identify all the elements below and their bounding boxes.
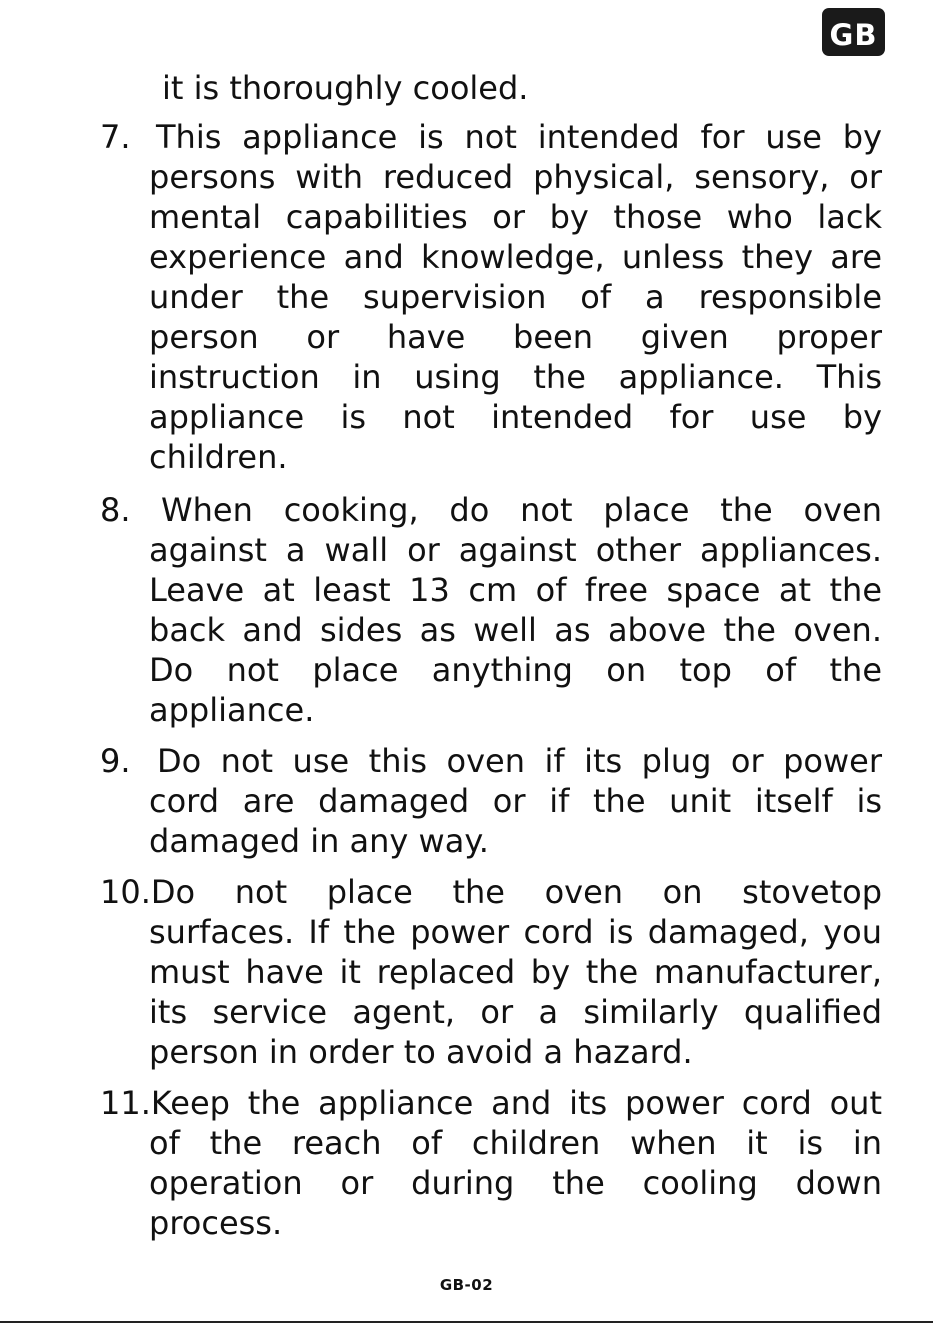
item-line: of the reach of children when it is in (149, 1124, 882, 1162)
item-text: This appliance is not intended for use by (156, 118, 882, 156)
item-line: Do not place anything on top of the (149, 651, 882, 689)
item-line: persons with reduced physical, sensory, or (149, 158, 882, 196)
item-line: person in order to avoid a hazard. (149, 1033, 693, 1071)
item-first-line (100, 872, 882, 912)
item-line: mental capabilities or by those who lack (149, 198, 882, 236)
item-text: When cooking, do not place the oven (161, 491, 882, 529)
item-line: appliance is not intended for use by (149, 398, 882, 436)
item-line: Leave at least 13 cm of free space at the (149, 571, 882, 609)
item-line: damaged in any way. (149, 822, 489, 860)
item-text: Do not use this oven if its plug or power (157, 742, 882, 780)
item-first-line (100, 1083, 882, 1123)
instruction-item-10 (100, 872, 882, 1072)
item-line: against a wall or against other appliances. (149, 531, 882, 569)
item-number: 9. (100, 742, 131, 780)
item-line: must have it replaced by the manufacturer, (149, 953, 882, 991)
item-line: experience and knowledge, unless they are (149, 238, 882, 276)
item-first-line (100, 741, 882, 781)
item-line: appliance. (149, 691, 315, 729)
item-text: Do not place the oven on stovetop (150, 873, 882, 911)
item-number: 10. (100, 873, 151, 911)
item-line: person or have been given proper (149, 318, 882, 356)
item-first-line (100, 490, 882, 530)
continuation-text: it is thoroughly cooled. (162, 69, 529, 107)
instruction-item-9 (100, 741, 882, 861)
item-line: instruction in using the appliance. This (149, 358, 882, 396)
item-line: its service agent, or a similarly qualified (149, 993, 882, 1031)
instruction-item-7 (100, 117, 882, 477)
page-number: GB-02 (439, 1276, 494, 1294)
item-first-line (100, 117, 882, 157)
item-line: operation or during the cooling down (149, 1164, 882, 1202)
item-number: 8. (100, 491, 131, 529)
item-line: cord are damaged or if the unit itself is (149, 782, 882, 820)
item-line: process. (149, 1204, 283, 1242)
item-line: children. (149, 438, 288, 476)
item-number: 7. (100, 118, 131, 156)
item-line: under the supervision of a responsible (149, 278, 882, 316)
language-badge: GB (822, 8, 885, 56)
item-line: surfaces. If the power cord is damaged, you (149, 913, 882, 951)
instruction-item-8 (100, 490, 882, 730)
instruction-item-11 (100, 1083, 882, 1243)
item-text: Keep the appliance and its power cord out (150, 1084, 882, 1122)
item-number: 11. (100, 1084, 151, 1122)
bottom-divider (0, 1321, 933, 1323)
item-line: back and sides as well as above the oven. (149, 611, 882, 649)
